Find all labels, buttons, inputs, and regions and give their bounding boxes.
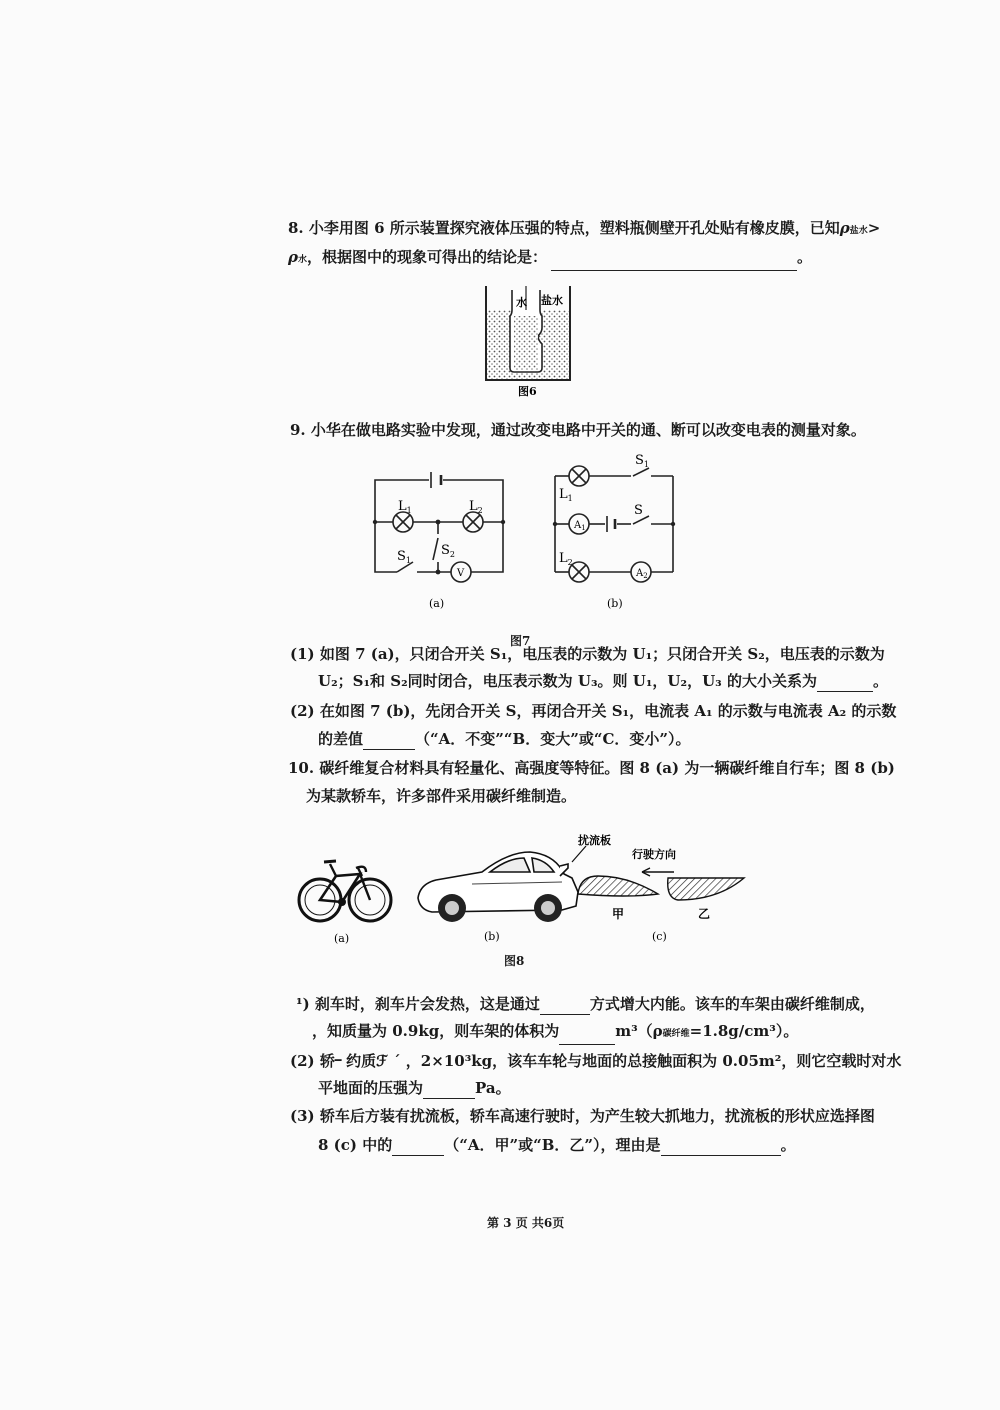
fig6-water-label: 水: [516, 296, 527, 309]
svg-text:S1: $S_1$: [635, 453, 649, 469]
fig8a-caption: (a): [334, 932, 350, 945]
svg-text:L2: $L_2$: [469, 499, 483, 515]
q10-p2-blank[interactable]: [423, 1082, 475, 1099]
jia-label: 甲: [612, 907, 625, 921]
q10-p2-line2: 平地面的压强为 Pa。: [318, 1079, 511, 1097]
q9-p2-blank[interactable]: [363, 733, 415, 750]
svg-text:L2: $L_2$: [559, 551, 573, 567]
q9-stem: 9. 小华在做电路实验中发现，通过改变电路中开关的通、断可以改变电表的测量对象。: [290, 421, 866, 439]
q9-p1-line2: U₂；S₁和 S₂同时闭合，电压表示数为 U₃。则 U₁，U₂，U₃ 的大小关系为 。: [318, 672, 888, 690]
svg-text:L1: $L_1$: [559, 487, 573, 503]
yi-label: 乙: [698, 907, 711, 921]
fig7-caption: 图7: [510, 634, 531, 648]
q10-line1: 10. 碳纤维复合材料具有轻量化、高强度等特征。图 8 (a) 为一辆碳纤维自行车；图 8 (b): [288, 759, 895, 777]
q10-p3-line2: 8 (c) 中的 （“A．甲”或“B．乙”），理由是 。: [318, 1136, 796, 1154]
svg-text:S2: $S_2$: [441, 543, 455, 559]
svg-text:A1: $A_1$: [574, 520, 586, 532]
figure-7b: [545, 452, 685, 617]
q9-p2-line2: 的差值 （“A．不变”“B．变大”或“C．变小”）。: [318, 730, 691, 748]
q10-p3-blank2[interactable]: [661, 1139, 781, 1156]
svg-text:V: V: [457, 568, 465, 579]
fig6-salt-label: 盐水: [541, 294, 563, 307]
fig8c-caption: (c): [652, 930, 667, 943]
q8-answer-blank[interactable]: [551, 254, 797, 271]
fig7a-caption: (a): [429, 597, 445, 610]
q9-p1-blank[interactable]: [817, 675, 873, 692]
q10-p3-blank1[interactable]: [392, 1139, 444, 1156]
q8-line1: 8. 小李用图 6 所示装置探究液体压强的特点，塑料瓶侧壁开孔处贴有橡皮膜，已知ρ盐水>: [288, 219, 881, 237]
q10-p1-blank1[interactable]: [540, 998, 590, 1015]
q10-p1-line1: ¹) 刹车时，刹车片会发热，这是通过 方式增大内能。该车的车架由碳纤维制成，: [296, 995, 875, 1013]
q10-p3-line1: (3) 轿车后方装有扰流板，轿车高速行驶时，为产生较大抓地力，扰流板的形状应选择图: [290, 1107, 875, 1125]
q10-p1-blank2[interactable]: [559, 1028, 615, 1045]
figure-6: [478, 280, 578, 400]
q9-p2-line1: (2) 在如图 7 (b)，先闭合开关 S，再闭合开关 S₁，电流表 A₁ 的示数与电流表 A₂ 的示数: [290, 702, 897, 720]
fig6-caption: 图6: [518, 385, 537, 398]
q8-line2: ρ水，根据图中的现象可得出的结论是： 。: [288, 246, 812, 271]
svg-text:S1: $S_1$: [397, 549, 411, 565]
page-footer: 第 3 页 共6页: [487, 1216, 565, 1230]
figure-8a-bicycle: [296, 852, 396, 947]
svg-text:S: S: [634, 503, 643, 518]
svg-text:L1: $L_1$: [398, 499, 412, 515]
q10-p1-line2: ，知质量为 0.9kg，则车架的体积为 m³（ρ碳纤维=1.8g/cm³）。: [312, 1020, 798, 1045]
figure-7a: [365, 462, 515, 617]
fig8-caption: 图8: [504, 954, 525, 968]
spoiler-label: 扰流板: [578, 834, 611, 847]
fig7b-caption: (b): [607, 597, 623, 610]
q10-line2: 为某款轿车，许多部件采用碳纤维制造。: [306, 787, 577, 805]
q9-p1-line1: (1) 如图 7 (a)，只闭合开关 S₁，电压表的示数为 U₁；只闭合开关 S₂，电压表的示数为: [290, 645, 885, 663]
figure-8c-spoilers: [568, 842, 758, 947]
svg-text:A2: $A_2$: [636, 568, 648, 580]
fig8b-caption: (b): [484, 930, 500, 943]
q10-p2-line1: (2) 轿᠆ 约质ℱ ˊ ，2×10³kg，该车车轮与地面的总接触面积为 0.05m²，则它空载时对水: [290, 1052, 902, 1070]
direction-label: 行驶方向: [632, 848, 676, 861]
